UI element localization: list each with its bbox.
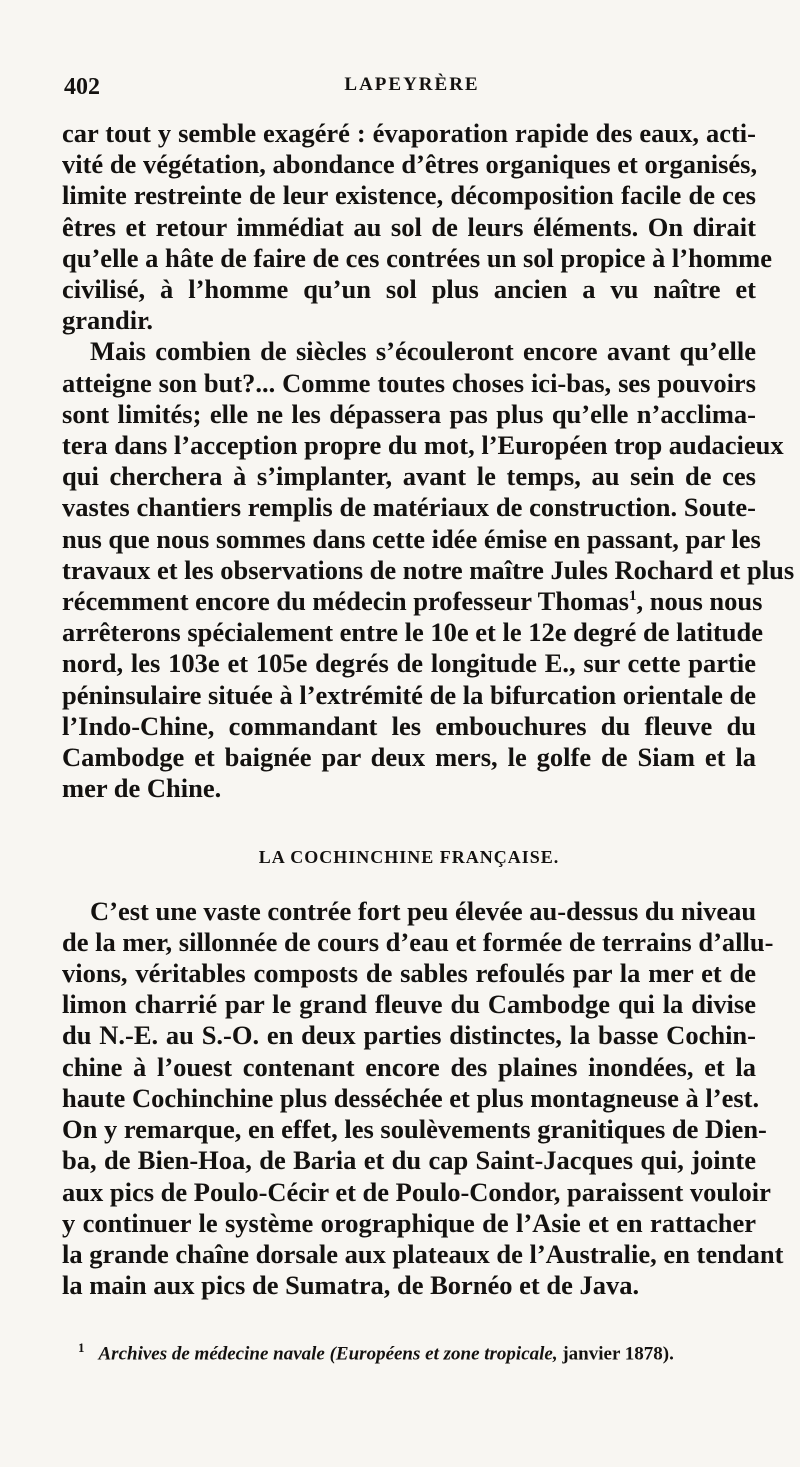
text-line: ba, de Bien-Hoa, de Baria et du cap Saint-Jacques qui, jointe <box>62 1145 756 1176</box>
page-body <box>62 118 795 1301</box>
text-fragment: récemment encore du médecin professeur Thomas <box>62 586 629 617</box>
text-line: limon charrié par le grand fleuve du Cambodge qui la divise <box>62 989 756 1020</box>
text-line: civilisé, à l’homme qu’un sol plus ancien a vu naître et <box>62 274 756 305</box>
text-line: qui cherchera à s’implanter, avant le temps, au sein de ces <box>62 461 756 492</box>
footnote-date: janvier 1878). <box>557 1343 674 1365</box>
text-line: qu’elle a hâte de faire de ces contrées un sol propice à l’homme <box>62 242 773 273</box>
paragraph-2 <box>62 336 795 804</box>
paragraph-3 <box>62 895 784 1302</box>
running-head: LAPEYRÈRE <box>344 74 480 95</box>
text-line: Cambodge et baignée par deux mers, le golfe de Siam et la <box>62 742 756 773</box>
text-line: chine à l’ouest contenant encore des plaines inondées, et la <box>62 1051 756 1082</box>
text-line: Mais combien de siècles s’écouleront encore avant qu’elle <box>90 336 756 367</box>
text-line: limite restreinte de leur existence, décomposition facile de ces <box>62 180 756 211</box>
text-line: du N.-E. au S.-O. en deux parties distinctes, la basse Cochin- <box>62 1020 756 1051</box>
text-line: nord, les 103e et 105e degrés de longitude E., sur cette partie <box>62 648 756 679</box>
page-header <box>62 74 762 104</box>
footnote-source: Archives de médecine navale (Européens et zone tropicale, <box>98 1343 558 1365</box>
text-line: atteigne son but?... Comme toutes choses ici-bas, ses pouvoirs <box>62 367 756 398</box>
text-line: la grande chaîne dorsale aux plateaux de l’Australie, en tendant <box>62 1238 784 1269</box>
footnote-reference: 1 <box>628 588 637 605</box>
text-line: l’Indo-Chine, commandant les embouchures du fleuve du <box>62 710 756 741</box>
text-line <box>62 586 763 617</box>
text-line: vastes chantiers remplis de matériaux de construction. Soute- <box>62 492 756 523</box>
text-fragment: , nous nous <box>636 586 763 617</box>
text-line: grandir. <box>62 305 154 336</box>
text-line: vions, véritables composts de sables refoulés par la mer et de <box>62 958 756 989</box>
page-number: 402 <box>64 74 100 100</box>
text-line: tera dans l’acception propre du mot, l’Européen trop audacieux <box>62 430 784 461</box>
footnote <box>78 1340 758 1365</box>
text-line: êtres et retour immédiat au sol de leurs éléments. On dirait <box>62 211 756 242</box>
text-line: aux pics de Poulo-Cécir et de Poulo-Condor, paraissent vouloir <box>62 1176 771 1207</box>
text-line: y continuer le système orographique de l’Asie et en rattacher <box>62 1207 756 1238</box>
text-line: nus que nous sommes dans cette idée émise en passant, par les <box>62 523 761 554</box>
text-line: péninsulaire située à l’extrémité de la bifurcation orientale de <box>62 679 756 710</box>
paragraph-1 <box>62 118 773 336</box>
section-title: LA COCHINCHINE FRANÇAISE. <box>258 847 560 868</box>
footnote-mark: 1 <box>78 1340 85 1355</box>
text-line: arrêterons spécialement entre le 10e et le 12e degré de latitude <box>62 617 764 648</box>
text-line: car tout y semble exagéré : évaporation rapide des eaux, acti- <box>62 118 756 148</box>
text-line: On y remarque, en effet, les soulèvements granitiques de Dien- <box>62 1114 767 1145</box>
text-line: de la mer, sillonnée de cours d’eau et formée de terrains d’allu- <box>62 926 774 957</box>
text-line: vité de végétation, abondance d’êtres organiques et organisés, <box>62 149 758 180</box>
text-line: C’est une vaste contrée fort peu élevée au-dessus du niveau <box>90 895 757 926</box>
text-line: la main aux pics de Sumatra, de Bornéo et de Java. <box>62 1270 640 1301</box>
text-line: haute Cochinchine plus desséchée et plus montagneuse à l’est. <box>62 1082 760 1113</box>
text-line: mer de Chine. <box>62 773 222 804</box>
text-line: travaux et les observations de notre maître Jules Rochard et plus <box>62 554 795 585</box>
text-line: sont limités; elle ne les dépassera pas plus qu’elle n’acclima- <box>62 398 756 429</box>
